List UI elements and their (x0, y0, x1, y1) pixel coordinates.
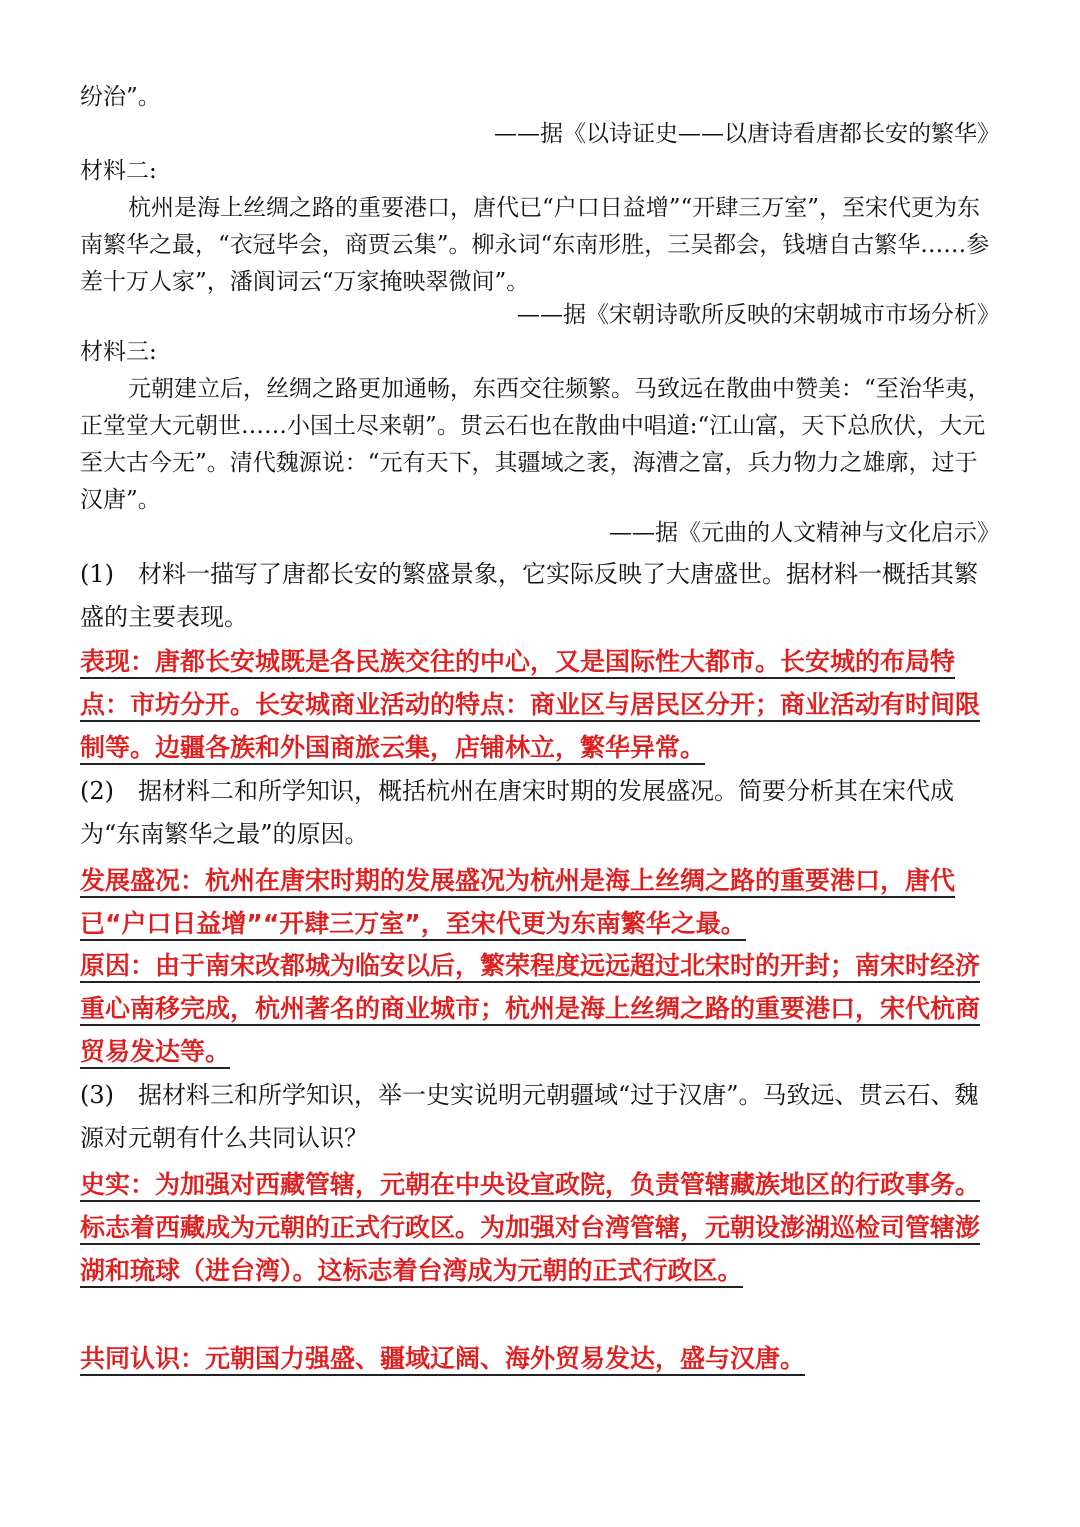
material2-text: 杭州是海上丝绸之路的重要港口，唐代已“户口日益增”“开肆三万室”，至宋代更为东南繁华之最，“衣冠毕会，商贾云集”。柳永词“东南形胜，三吴都会，钱塘自古繁华……参差十万人家”，潘阆词云“万家掩映翠微间”。 (80, 195, 990, 295)
answer-2-reason (80, 944, 1000, 1073)
answer-2-reason-text: 原因：由于南宋改都城为临安以后，繁荣程度远远超过北宋时的开封；南宋时经济重心南移完成，杭州著名的商业城市；杭州是海上丝绸之路的重要港口，宋代杭商贸易发达等。 (80, 951, 980, 1069)
material1-tail: 纷治”。 (80, 84, 161, 110)
answer-2-development-text: 发展盛况：杭州在唐宋时期的发展盛况为杭州是海上丝绸之路的重要港口，唐代已“户口日益增”“开肆三万室”，至宋代更为东南繁华之最。 (80, 866, 955, 941)
question-1: (1) 材料一描写了唐都长安的繁盛景象，它实际反映了大唐盛世。据材料一概括其繁盛的主要表现。 (80, 560, 978, 631)
answer-2-development (80, 859, 1000, 945)
material2-heading: 材料二: (80, 158, 157, 184)
material3-text: 元朝建立后，丝绸之路更加通畅，东西交往频繁。马致远在散曲中赞美：“至治华夷，正堂堂大元朝世……小国土尽来朝”。贯云石也在散曲中唱道:“江山富，天下总欣伏，大元至大古今无”。清代魏源说：“元有天下，其疆域之袤，海漕之富，兵力物力之雄廓，过于汉唐”。 (80, 376, 991, 513)
answer-1 (80, 640, 1000, 769)
answer-3-fact (80, 1163, 1000, 1292)
material1-source: ——据《以诗证史——以唐诗看唐都长安的繁华》 (494, 121, 1000, 147)
material3-heading: 材料三: (80, 339, 157, 365)
answer-3-common (80, 1337, 1000, 1380)
answer-1-text: 表现：唐都长安城既是各民族交往的中心，又是国际性大都市。长安城的布局特点：市坊分开。长安城商业活动的特点：商业区与居民区分开；商业活动有时间限制等。边疆各族和外国商旅云集，店铺林立，繁华异常。 (80, 647, 980, 765)
material3-source: ——据《元曲的人文精神与文化启示》 (609, 520, 1000, 546)
question-3: (3) 据材料三和所学知识，举一史实说明元朝疆域“过于汉唐”。马致远、贯云石、魏源对元朝有什么共同认识？ (80, 1081, 979, 1152)
question-2: (2) 据材料二和所学知识，概括杭州在唐宋时期的发展盛况。简要分析其在宋代成为“东南繁华之最”的原因。 (80, 777, 954, 848)
answer-3-common-text: 共同认识：元朝国力强盛、疆域辽阔、海外贸易发达，盛与汉唐。 (80, 1344, 805, 1376)
answer-3-fact-text: 史实：为加强对西藏管辖，元朝在中央设宣政院，负责管辖藏族地区的行政事务。标志着西藏成为元朝的正式行政区。为加强对台湾管辖，元朝设澎湖巡检司管辖澎湖和琉球（进台湾）。这标志着台湾成为元朝的正式行政区。 (80, 1170, 980, 1288)
material2-source: ——据《宋朝诗歌所反映的宋朝城市市场分析》 (517, 302, 1000, 328)
